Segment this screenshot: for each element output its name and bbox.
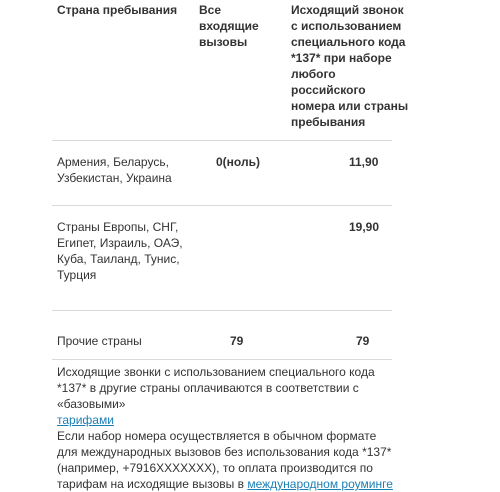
- header-outgoing: Исходящий звонок с использованием специального кода *137* при наборе любого российского номера или страны пребывания: [291, 3, 409, 129]
- note-roaming-text: Если набор номера осуществляется в обычном формате для международных вызовов без использования кода *137* (например, +7916XXXXXXX), то оплата производится по тарифам на исходящие вызовы в: [57, 429, 392, 491]
- international-roaming-link[interactable]: международном роуминге: [247, 477, 393, 491]
- table-row: [52, 311, 392, 360]
- header-incoming: Все входящие вызовы: [199, 3, 259, 49]
- row-incoming-price: 0(ноль): [216, 155, 260, 169]
- note-base-text: Исходящие звонки с использованием специального кода *137* в другие страны оплачиваются в соответствии с «базовыми»: [57, 365, 375, 411]
- row-country: Прочие страны: [57, 334, 142, 348]
- row-outgoing-price: 19,90: [349, 220, 380, 234]
- row-incoming-price: 79: [230, 334, 244, 348]
- note-paragraph-base: [57, 364, 397, 428]
- base-tariffs-link[interactable]: тарифами: [57, 413, 114, 427]
- tariff-table: [52, 0, 409, 360]
- row-country: Армения, Беларусь, Узбекистан, Украина: [57, 155, 172, 185]
- header-country: Страна пребывания: [57, 3, 178, 17]
- row-country: Страны Европы, СНГ, Египет, Израиль, ОАЭ, Куба, Таиланд, Тунис, Турция: [57, 220, 183, 282]
- table-row: [52, 141, 392, 206]
- row-outgoing-price: 11,90: [349, 155, 379, 169]
- table-row: [52, 206, 392, 311]
- row-outgoing-price: 79: [356, 334, 370, 348]
- table-header-row: [52, 0, 409, 141]
- note-paragraph-roaming: [57, 428, 397, 492]
- tariff-note: [57, 364, 397, 492]
